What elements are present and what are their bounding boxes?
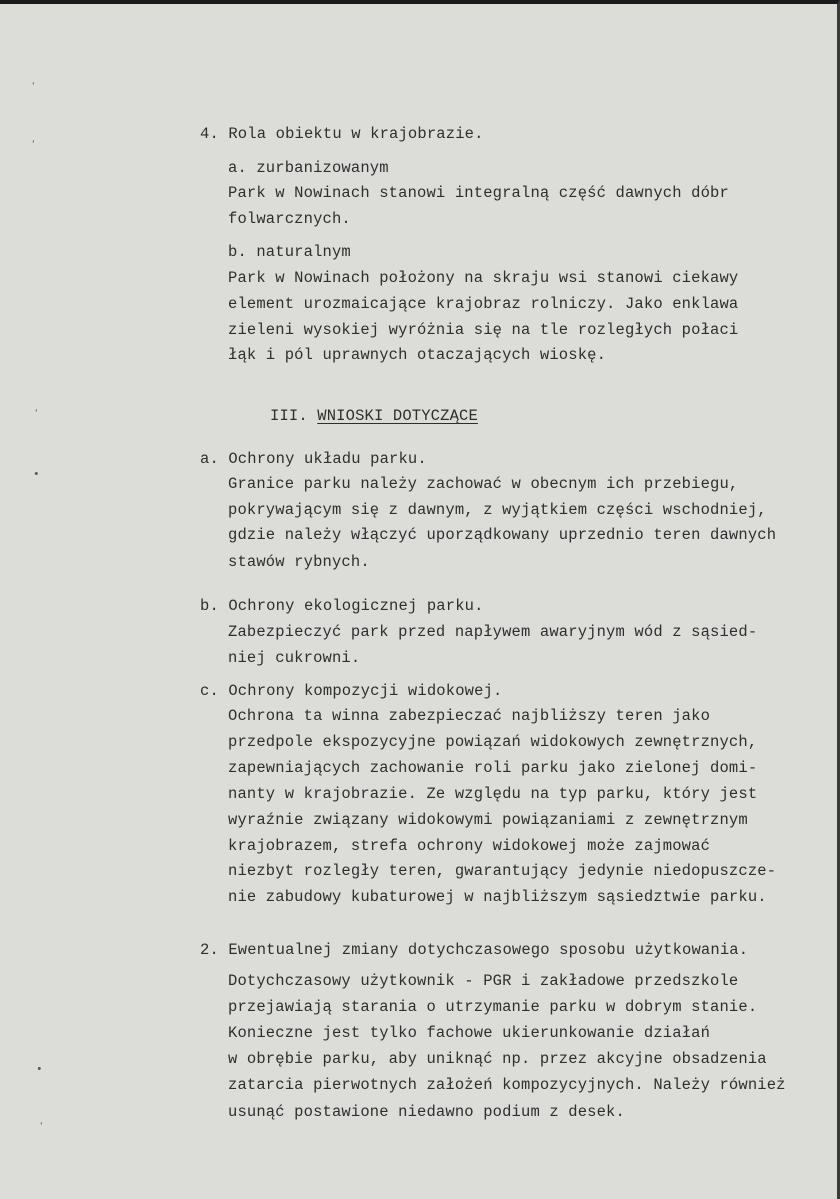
point-a-text-line: pokrywającym się z dawnym, z wyjątkiem części wschodniej,: [228, 501, 767, 519]
section-4b-text-line: łąk i pól uprawnych otaczających wioskę.: [228, 346, 607, 364]
section-2-text-line: usunąć postawione niedawno podium z desek.: [228, 1103, 625, 1121]
point-b-text-line: niej cukrowni.: [228, 649, 361, 667]
point-c-label: c. Ochrony kompozycji widokowej.: [200, 682, 503, 700]
section-3-number: III.: [270, 407, 308, 425]
point-c-text-line: wyraźnie związany widokowymi powiązaniami z zewnętrznym: [228, 811, 748, 829]
point-c-text-line: przedpole ekspozycyjne powiązań widokowych zewnętrznych,: [228, 733, 758, 751]
section-4b-text-line: Park w Nowinach położony na skraju wsi stanowi ciekawy: [228, 269, 739, 287]
section-2-text-line: Konieczne jest tylko fachowe ukierunkowanie działań: [228, 1024, 711, 1042]
section-4-heading: 4. Rola obiektu w krajobrazie.: [200, 125, 484, 143]
section-2-text-line: zatarcia pierwotnych założeń kompozycyjnych. Należy również: [228, 1076, 786, 1094]
section-4a-text-line: folwarcznych.: [228, 210, 351, 228]
margin-mark: ʻ: [30, 82, 37, 94]
point-a-label: a. Ochrony układu parku.: [200, 450, 427, 468]
section-4b-text-line: element urozmaicające krajobraz rolniczy. Jako enklawa: [228, 295, 739, 313]
section-2-text-line: przejawiają starania o utrzymanie parku w dobrym stanie.: [228, 998, 758, 1016]
margin-mark: •: [33, 469, 40, 481]
margin-mark: •: [36, 1064, 43, 1076]
section-4b-text-line: zieleni wysokiej wyróżnia się na tle rozległych połaci: [228, 321, 739, 339]
point-a-text-line: stawów rybnych.: [228, 553, 370, 571]
point-b-text-line: Zabezpieczyć park przed napływem awaryjnym wód z sąsied-: [228, 623, 758, 641]
section-4b-label: b. naturalnym: [228, 243, 351, 261]
margin-mark: ʻ: [33, 409, 40, 421]
section-2-text-line: w obrębie parku, aby uniknąć np. przez akcyjne obsadzenia: [228, 1050, 767, 1068]
point-c-text-line: niezbyt rozległy teren, gwarantujący jedynie niedopuszcze-: [228, 862, 777, 880]
point-c-text-line: Ochrona ta winna zabezpieczać najbliższy teren jako: [228, 707, 711, 725]
section-4a-text-line: Park w Nowinach stanowi integralną część dawnych dóbr: [228, 184, 729, 202]
section-3-title: WNIOSKI DOTYCZĄCE: [317, 407, 478, 425]
point-c-text-line: zapewniających zachowanie roli parku jako zielonej domi-: [228, 759, 758, 777]
point-c-text-line: krajobrazem, strefa ochrony widokowej może zajmować: [228, 837, 711, 855]
point-a-text-line: Granice parku należy zachować w obecnym ich przebiegu,: [228, 475, 739, 493]
margin-mark: ʻ: [38, 1122, 45, 1134]
section-3-heading: [270, 407, 478, 425]
section-2-text-line: Dotychczasowy użytkownik - PGR i zakładowe przedszkole: [228, 972, 739, 990]
margin-mark: ʻ: [30, 140, 37, 152]
point-b-label: b. Ochrony ekologicznej parku.: [200, 597, 484, 615]
point-c-text-line: nanty w krajobrazie. Ze względu na typ parku, który jest: [228, 785, 758, 803]
point-c-text-line: nie zabudowy kubaturowej w najbliższym sąsiedztwie parku.: [228, 888, 767, 906]
section-4a-label: a. zurbanizowanym: [228, 159, 389, 177]
point-a-text-line: gdzie należy włączyć uporządkowany uprzednio teren dawnych: [228, 526, 777, 544]
section-2-heading: 2. Ewentualnej zmiany dotychczasowego sposobu użytkowania.: [200, 941, 749, 959]
